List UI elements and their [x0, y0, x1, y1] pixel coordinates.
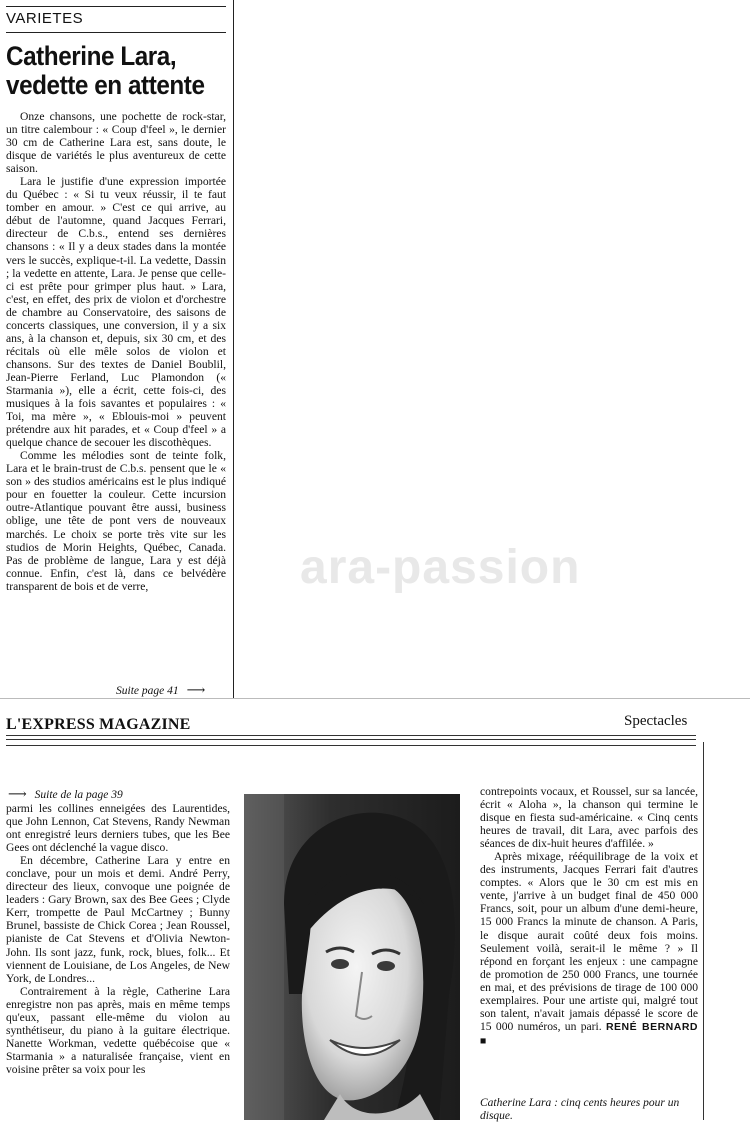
top-rule [6, 6, 226, 7]
portrait-photo [244, 794, 460, 1120]
paragraph: En décembre, Catherine Lara y entre en conclave, pour un mois et demi. André Perry, directeur des lieux, convoque une poignée de leaders : Gary Brown, sax des Bee Gees ; Clyde Kerr, trompette de Paul McCartney ; Bunny Brunel, bassiste de Chick Corea ; Jean Roussel, pianiste de Cat Stevens et d'Olivia Newton-John. Ils sont jazz, funk, rock, blues, folk... Et viennent de Louisiane, de Los Angeles, de New York, de Londres... [6, 854, 230, 985]
article-column-3 [480, 785, 698, 1048]
article-column-2 [6, 802, 230, 1076]
masthead-rules [6, 735, 696, 746]
continued-on-notice [116, 682, 205, 698]
paragraph: Comme les mélodies sont de teinte folk, Lara et le brain-trust de C.b.s. pensent que le « son » des studios américains est le plus indiqué pour en fouetter la couleur. Cette incursion outre-Atlantique pouvant être aussi, business oblige, une tête de pont vers de nouveaux marchés. Le choix se porte très vite sur les studios de Morin Heights, Québec, Canada. Pas de problème de langue, Lara y est déjà connue. Enfin, c'est là, dans ce belvédère transparent de bois et de verre, [6, 449, 226, 593]
magazine-masthead: L'EXPRESS MAGAZINE [6, 716, 191, 733]
portrait-photo-drawing [244, 794, 460, 1120]
clipping-edge [0, 698, 750, 699]
column-divider [233, 0, 234, 698]
headline-line-2: vedette en attente [6, 70, 205, 100]
paragraph: Contrairement à la règle, Catherine Lara enregistre non pas après, mais en même temps qu'eux, passant elle-même du violon au synthétiseur, du piano à la guitare électrique. Nanette Workman, vedette québécoise que « Starmania » a naturalisée française, vient en voisine prêter sa voix pour les [6, 984, 230, 1076]
watermark-text: ara-passion [300, 541, 581, 594]
photo-caption: Catherine Lara : cinq cents heures pour un disque. [480, 1097, 680, 1122]
paragraph: parmi les collines enneigées des Laurentides, que John Lennon, Cat Stevens, Randy Newman ont enregistré leurs derniers tubes, que les Bee Gees ont déclenché la vague disco. [6, 802, 230, 855]
section-name: Spectacles [624, 713, 688, 729]
paragraph: contrepoints vocaux, et Roussel, sur sa lancée, écrit « Aloha », la chanson qui termine le disque en fiesta sud-américaine. « Cinq cents heures de travail, dit Lara, avec parfois des séances de dix-huit heures d'affilée. » [480, 785, 698, 851]
arrow-right-icon: ⟶ [8, 786, 27, 801]
headline-line-1: Catherine Lara, [6, 41, 177, 71]
headline [6, 42, 208, 100]
continued-on-text: Suite page 41 [116, 685, 179, 697]
continued-from-notice [8, 786, 123, 802]
arrow-right-icon: ⟶ [186, 682, 206, 697]
paragraph-text: Après mixage, rééquilibrage de la voix et des instruments, Jacques Ferrari fait d'autres comptes. « Alors que le 30 cm est mis en vente, j'arrive à un budget final de 450 000 Francs, soit, pour un album d'une demi-heure, 15 000 Francs la minute de chanson. A Paris, le disque aurait coûté deux fois moins. Seulement voilà, serait-il le même ? » Il répond en forçant les enjeux : une campagne de promotion de 250 000 Francs, une tournée en mai, et des prévisions de tirage de 100 000 exemplaires. Pour une artiste qui, malgré tout son talent, n'avait jamais dépassé le score de 15 000 numéros, un pari. [480, 850, 698, 1033]
byline: RENÉ BERNARD ■ [480, 1020, 698, 1047]
continued-from-text: Suite de la page 39 [34, 789, 123, 801]
paragraph [480, 850, 698, 1048]
section-rule [6, 32, 226, 33]
page-border [703, 742, 704, 1120]
paragraph: Lara le justifie d'une expression importée du Québec : « Si tu veux réussir, il te faut tomber en amour. » C'est ce qui arrive, au début de l'automne, quand Jacques Ferrari, directeur de C.b.s., entend ses dernières chansons : « Il y a deux stades dans la montée vers le succès, explique-t-il. La vedette, Dassin ; la vedette en attente, Lara. Je pense que celle-ci est prête pour grimper plus haut. » Lara, c'est, en effet, des prix de violon et d'orchestre de chambre au Conservatoire, des saisons de concerts classiques, une conversion, il y a six ans, à la chanson et, depuis, six 30 cm, et des récitals où elle mêle solos de violon et chansons. Sur des textes de Daniel Boublil, Jean-Pierre Ferland, Luc Plamondon (« Starmania »), elle a écrit, cette fois-ci, des musiques à la fois savantes et populaires : « Toi, ma mère », « Eblouis-moi » peuvent prétendre aux hit parades, et « Coup d'feel » a quelque chance de secouer les discothèques. [6, 175, 226, 450]
section-label: VARIETES [6, 10, 84, 27]
paragraph: Onze chansons, une pochette de rock-star, un titre calembour : « Coup d'feel », le dernier 30 cm de Catherine Lara est, sans doute, le disque de variétés le plus aventureux de cette saison. [6, 110, 226, 176]
article-column-1 [6, 110, 226, 593]
